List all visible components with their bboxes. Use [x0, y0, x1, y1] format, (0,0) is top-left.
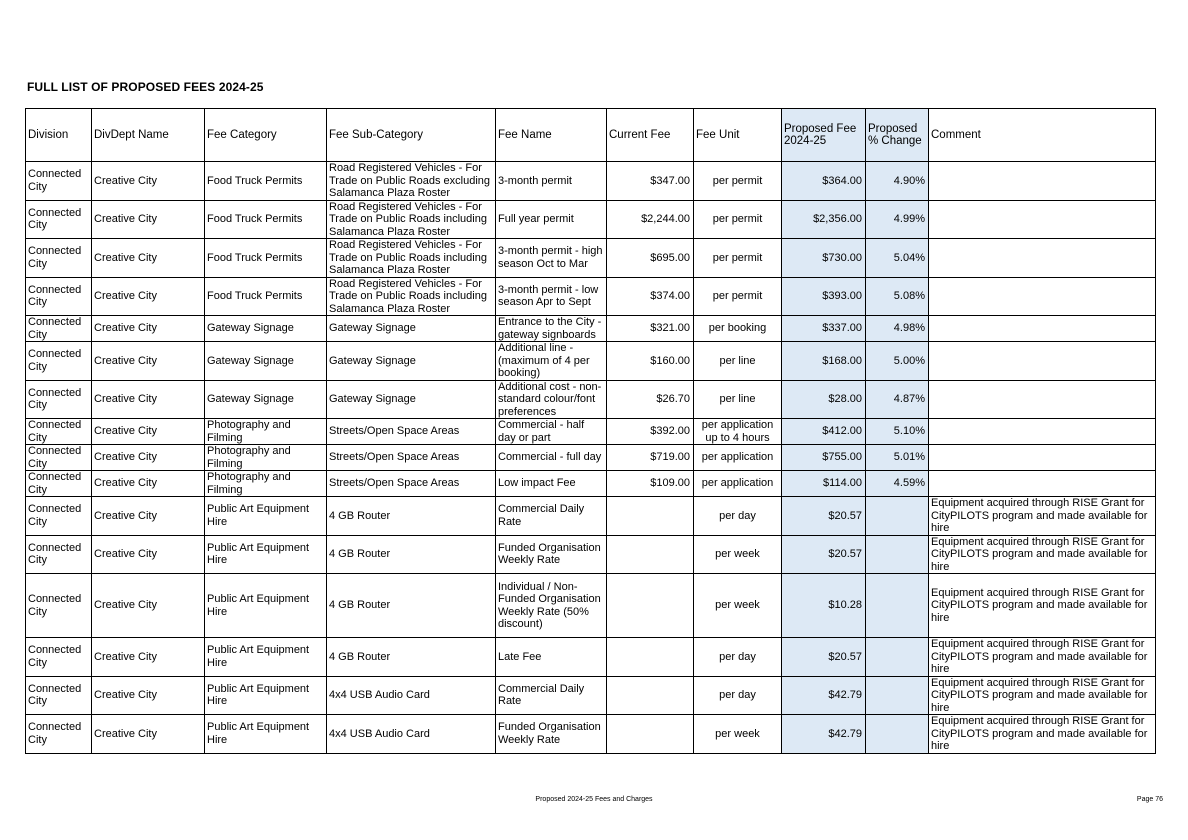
table-row	[26, 471, 1156, 497]
cell-fee-name: 3-month permit	[496, 162, 607, 201]
cell-fee-unit: per application	[694, 445, 782, 471]
cell-dept: Creative City	[92, 277, 205, 316]
cell-comment: Equipment acquired through RISE Grant for CityPILOTS program and made available for hire	[929, 676, 1156, 715]
cell-division: Connected City	[26, 676, 92, 715]
cell-percent-change: 5.04%	[866, 239, 929, 278]
cell-comment	[929, 239, 1156, 278]
cell-division: Connected City	[26, 445, 92, 471]
cell-percent-change	[866, 497, 929, 536]
cell-fee-unit: per day	[694, 676, 782, 715]
cell-category: Food Truck Permits	[205, 200, 327, 239]
fees-table	[25, 108, 1156, 754]
cell-fee-name: Funded Organisation Weekly Rate	[496, 535, 607, 574]
cell-percent-change	[866, 715, 929, 754]
cell-percent-change	[866, 676, 929, 715]
footer-document-title: Proposed 2024-25 Fees and Charges	[535, 796, 653, 803]
cell-current-fee: $374.00	[607, 277, 694, 316]
cell-fee-name: Commercial - full day	[496, 445, 607, 471]
cell-division: Connected City	[26, 497, 92, 536]
table-row	[26, 239, 1156, 278]
cell-fee-unit: per permit	[694, 239, 782, 278]
header-dept: DivDept Name	[92, 109, 205, 162]
cell-subcategory: Streets/Open Space Areas	[327, 445, 496, 471]
cell-fee-unit: per week	[694, 535, 782, 574]
cell-fee-unit: per application	[694, 471, 782, 497]
cell-subcategory: Gateway Signage	[327, 380, 496, 419]
cell-dept: Creative City	[92, 638, 205, 677]
cell-proposed-fee: $42.79	[782, 676, 866, 715]
cell-proposed-fee: $114.00	[782, 471, 866, 497]
cell-current-fee: $109.00	[607, 471, 694, 497]
cell-dept: Creative City	[92, 316, 205, 342]
cell-dept: Creative City	[92, 419, 205, 445]
cell-current-fee: $2,244.00	[607, 200, 694, 239]
cell-fee-unit: per line	[694, 380, 782, 419]
cell-comment	[929, 316, 1156, 342]
cell-percent-change	[866, 638, 929, 677]
cell-fee-unit: per line	[694, 342, 782, 381]
cell-proposed-fee: $20.57	[782, 638, 866, 677]
cell-fee-unit: per permit	[694, 162, 782, 201]
cell-percent-change: 5.00%	[866, 342, 929, 381]
cell-proposed-fee: $10.28	[782, 574, 866, 638]
header-percent-change: Proposed % Change	[866, 109, 929, 162]
cell-category: Photography and Filming	[205, 471, 327, 497]
page-title: FULL LIST OF PROPOSED FEES 2024-25	[27, 80, 264, 94]
cell-percent-change: 4.99%	[866, 200, 929, 239]
cell-fee-name: Entrance to the City - gateway signboards	[496, 316, 607, 342]
cell-subcategory: 4x4 USB Audio Card	[327, 676, 496, 715]
cell-category: Public Art Equipment Hire	[205, 676, 327, 715]
cell-fee-name: Additional cost - non-standard colour/font preferences	[496, 380, 607, 419]
cell-fee-name: Low impact Fee	[496, 471, 607, 497]
cell-proposed-fee: $755.00	[782, 445, 866, 471]
cell-comment: Equipment acquired through RISE Grant for CityPILOTS program and made available for hire	[929, 715, 1156, 754]
cell-current-fee: $347.00	[607, 162, 694, 201]
cell-category: Photography and Filming	[205, 419, 327, 445]
cell-percent-change: 4.98%	[866, 316, 929, 342]
cell-fee-unit: per week	[694, 574, 782, 638]
header-fee-unit: Fee Unit	[694, 109, 782, 162]
cell-category: Gateway Signage	[205, 342, 327, 381]
header-division: Division	[26, 109, 92, 162]
cell-subcategory: Streets/Open Space Areas	[327, 471, 496, 497]
table-row	[26, 715, 1156, 754]
cell-dept: Creative City	[92, 200, 205, 239]
cell-dept: Creative City	[92, 380, 205, 419]
cell-fee-unit: per week	[694, 715, 782, 754]
cell-proposed-fee: $2,356.00	[782, 200, 866, 239]
cell-category: Food Truck Permits	[205, 239, 327, 278]
cell-fee-name: Commercial Daily Rate	[496, 676, 607, 715]
table-row	[26, 497, 1156, 536]
cell-percent-change	[866, 535, 929, 574]
cell-division: Connected City	[26, 200, 92, 239]
table-row	[26, 445, 1156, 471]
cell-proposed-fee: $28.00	[782, 380, 866, 419]
cell-comment	[929, 162, 1156, 201]
cell-dept: Creative City	[92, 471, 205, 497]
cell-current-fee	[607, 535, 694, 574]
cell-division: Connected City	[26, 380, 92, 419]
cell-comment	[929, 445, 1156, 471]
cell-subcategory: 4 GB Router	[327, 574, 496, 638]
cell-dept: Creative City	[92, 676, 205, 715]
cell-fee-unit: per day	[694, 497, 782, 536]
cell-current-fee: $321.00	[607, 316, 694, 342]
cell-proposed-fee: $412.00	[782, 419, 866, 445]
cell-current-fee: $695.00	[607, 239, 694, 278]
header-current-fee: Current Fee	[607, 109, 694, 162]
cell-fee-name: Full year permit	[496, 200, 607, 239]
cell-proposed-fee: $730.00	[782, 239, 866, 278]
cell-category: Public Art Equipment Hire	[205, 535, 327, 574]
table-row	[26, 380, 1156, 419]
cell-fee-name: Late Fee	[496, 638, 607, 677]
cell-fee-unit: per permit	[694, 277, 782, 316]
cell-fee-name: 3-month permit - low season Apr to Sept	[496, 277, 607, 316]
cell-division: Connected City	[26, 277, 92, 316]
header-fee-name: Fee Name	[496, 109, 607, 162]
table-body	[26, 162, 1156, 754]
table-row	[26, 342, 1156, 381]
cell-comment	[929, 200, 1156, 239]
cell-current-fee: $26.70	[607, 380, 694, 419]
cell-dept: Creative City	[92, 715, 205, 754]
cell-division: Connected City	[26, 715, 92, 754]
cell-division: Connected City	[26, 574, 92, 638]
cell-dept: Creative City	[92, 342, 205, 381]
cell-subcategory: Road Registered Vehicles - For Trade on Public Roads including Salamanca Plaza Roster	[327, 277, 496, 316]
cell-proposed-fee: $20.57	[782, 497, 866, 536]
table-row	[26, 676, 1156, 715]
cell-category: Food Truck Permits	[205, 162, 327, 201]
cell-percent-change: 5.01%	[866, 445, 929, 471]
header-subcategory: Fee Sub-Category	[327, 109, 496, 162]
table-row	[26, 277, 1156, 316]
footer-page-number: Page 76	[1136, 796, 1163, 803]
cell-subcategory: Road Registered Vehicles - For Trade on Public Roads excluding Salamanca Plaza Roster	[327, 162, 496, 201]
cell-division: Connected City	[26, 162, 92, 201]
table-row	[26, 638, 1156, 677]
cell-current-fee	[607, 574, 694, 638]
cell-category: Photography and Filming	[205, 445, 327, 471]
table-row	[26, 419, 1156, 445]
cell-division: Connected City	[26, 638, 92, 677]
cell-fee-name: Commercial Daily Rate	[496, 497, 607, 536]
cell-subcategory: Gateway Signage	[327, 342, 496, 381]
cell-proposed-fee: $20.57	[782, 535, 866, 574]
cell-category: Public Art Equipment Hire	[205, 715, 327, 754]
cell-percent-change: 5.10%	[866, 419, 929, 445]
cell-category: Public Art Equipment Hire	[205, 574, 327, 638]
table-row	[26, 535, 1156, 574]
cell-proposed-fee: $393.00	[782, 277, 866, 316]
cell-subcategory: 4 GB Router	[327, 638, 496, 677]
cell-proposed-fee: $168.00	[782, 342, 866, 381]
cell-comment: Equipment acquired through RISE Grant for CityPILOTS program and made available for hire	[929, 638, 1156, 677]
cell-subcategory: Road Registered Vehicles - For Trade on Public Roads including Salamanca Plaza Roster	[327, 200, 496, 239]
cell-fee-unit: per booking	[694, 316, 782, 342]
cell-current-fee	[607, 638, 694, 677]
cell-fee-unit: per permit	[694, 200, 782, 239]
cell-fee-name: 3-month permit - high season Oct to Mar	[496, 239, 607, 278]
header-proposed-fee: Proposed Fee 2024-25	[782, 109, 866, 162]
cell-comment	[929, 380, 1156, 419]
cell-proposed-fee: $337.00	[782, 316, 866, 342]
header-comment: Comment	[929, 109, 1156, 162]
cell-fee-name: Commercial - half day or part	[496, 419, 607, 445]
table-header-row	[26, 109, 1156, 162]
cell-fee-name: Individual / Non-Funded Organisation Weekly Rate (50% discount)	[496, 574, 607, 638]
cell-subcategory: 4 GB Router	[327, 497, 496, 536]
table-row	[26, 316, 1156, 342]
cell-division: Connected City	[26, 471, 92, 497]
cell-dept: Creative City	[92, 239, 205, 278]
cell-subcategory: 4x4 USB Audio Card	[327, 715, 496, 754]
cell-fee-name: Funded Organisation Weekly Rate	[496, 715, 607, 754]
cell-percent-change: 5.08%	[866, 277, 929, 316]
cell-current-fee: $719.00	[607, 445, 694, 471]
cell-current-fee: $160.00	[607, 342, 694, 381]
cell-comment	[929, 419, 1156, 445]
cell-comment: Equipment acquired through RISE Grant for CityPILOTS program and made available for hire	[929, 535, 1156, 574]
cell-percent-change	[866, 574, 929, 638]
cell-division: Connected City	[26, 239, 92, 278]
cell-dept: Creative City	[92, 162, 205, 201]
cell-subcategory: Streets/Open Space Areas	[327, 419, 496, 445]
cell-current-fee	[607, 497, 694, 536]
table-row	[26, 574, 1156, 638]
cell-dept: Creative City	[92, 535, 205, 574]
cell-proposed-fee: $42.79	[782, 715, 866, 754]
cell-percent-change: 4.59%	[866, 471, 929, 497]
cell-percent-change: 4.87%	[866, 380, 929, 419]
cell-proposed-fee: $364.00	[782, 162, 866, 201]
cell-dept: Creative City	[92, 445, 205, 471]
cell-dept: Creative City	[92, 574, 205, 638]
cell-current-fee	[607, 715, 694, 754]
cell-category: Gateway Signage	[205, 380, 327, 419]
cell-division: Connected City	[26, 535, 92, 574]
cell-comment	[929, 342, 1156, 381]
cell-comment	[929, 277, 1156, 316]
cell-category: Gateway Signage	[205, 316, 327, 342]
cell-fee-unit: per day	[694, 638, 782, 677]
table-row	[26, 162, 1156, 201]
cell-fee-name: Additional line - (maximum of 4 per booking)	[496, 342, 607, 381]
cell-division: Connected City	[26, 342, 92, 381]
cell-dept: Creative City	[92, 497, 205, 536]
cell-category: Public Art Equipment Hire	[205, 638, 327, 677]
cell-current-fee	[607, 676, 694, 715]
cell-comment: Equipment acquired through RISE Grant for CityPILOTS program and made available for hire	[929, 497, 1156, 536]
cell-percent-change: 4.90%	[866, 162, 929, 201]
cell-division: Connected City	[26, 316, 92, 342]
cell-category: Public Art Equipment Hire	[205, 497, 327, 536]
cell-current-fee: $392.00	[607, 419, 694, 445]
cell-division: Connected City	[26, 419, 92, 445]
cell-comment: Equipment acquired through RISE Grant for CityPILOTS program and made available for hire	[929, 574, 1156, 638]
cell-subcategory: 4 GB Router	[327, 535, 496, 574]
cell-fee-unit: per application up to 4 hours	[694, 419, 782, 445]
cell-comment	[929, 471, 1156, 497]
cell-category: Food Truck Permits	[205, 277, 327, 316]
cell-subcategory: Gateway Signage	[327, 316, 496, 342]
table-row	[26, 200, 1156, 239]
cell-subcategory: Road Registered Vehicles - For Trade on Public Roads including Salamanca Plaza Roster	[327, 239, 496, 278]
header-category: Fee Category	[205, 109, 327, 162]
